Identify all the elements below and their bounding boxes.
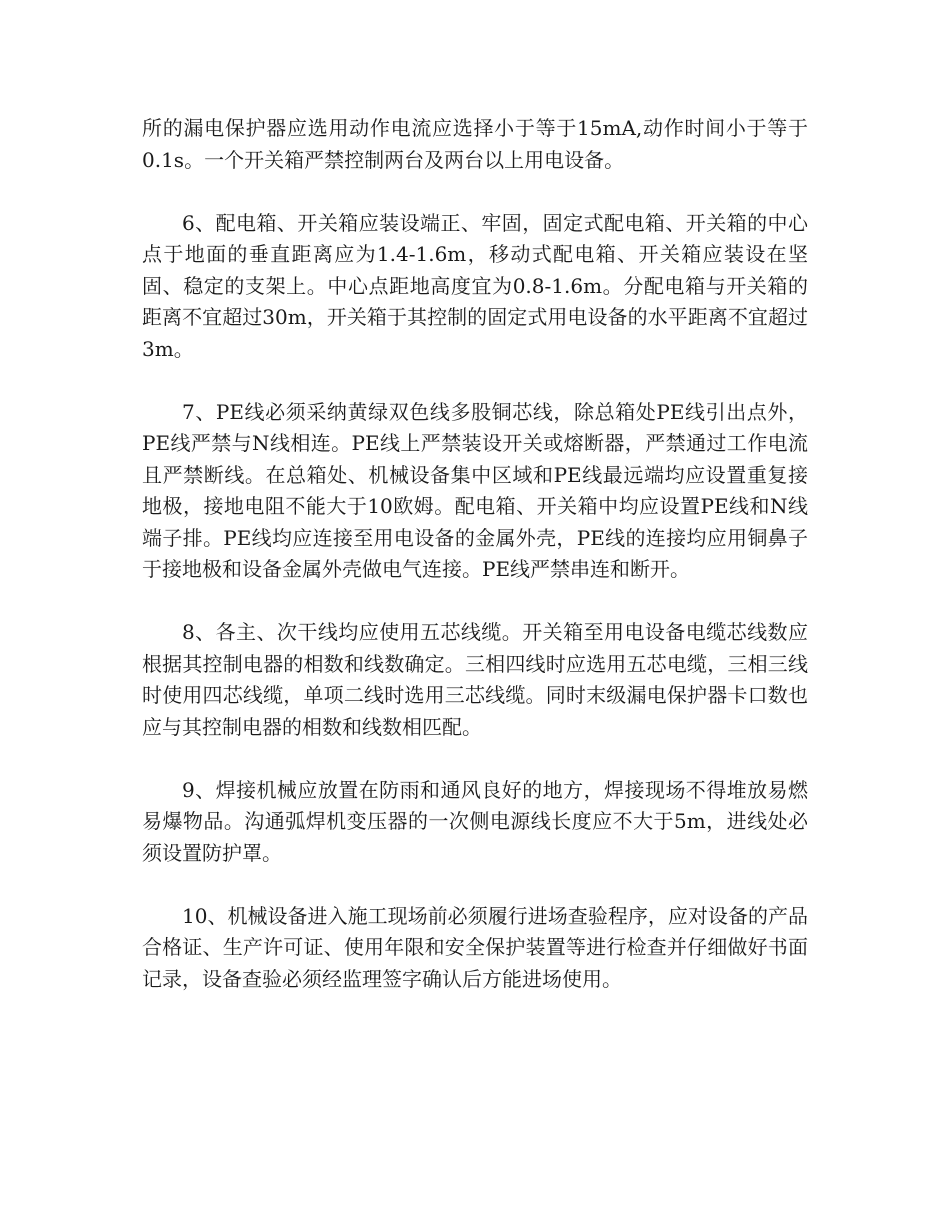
document-body <box>142 113 808 1027</box>
paragraph-item-10: 10、机械设备进入施工现场前必须履行进场查验程序，应对设备的产品合格证、生产许可证、使用年限和安全保护装置等进行检查并仔细做好书面记录，设备查验必须经监理签字确认后方能进场使用。 <box>142 903 808 991</box>
paragraph-item-8: 8、各主、次干线均应使用五芯线缆。开关箱至用电设备电缆芯线数应根据其控制电器的相数和线数确定。三相四线时应选用五芯电缆，三相三线时使用四芯线缆，单项二线时选用三芯线缆。同时末级漏电保护器卡口数也应与其控制电器的相数和线数相匹配。 <box>142 620 808 739</box>
paragraph-continuation: 所的漏电保护器应选用动作电流应选择小于等于15mA,动作时间小于等于0.1s。一个开关箱严禁控制两台及两台以上用电设备。 <box>142 116 808 172</box>
paragraph-item-7: 7、PE线必须采纳黄绿双色线多股铜芯线，除总箱处PE线引出点外，PE线严禁与N线相连。PE线上严禁装设开关或熔断器，严禁通过工作电流且严禁断线。在总箱处、机械设备集中区域和PE线最远端均应设置重复接地极，接地电阻不能大于10欧姆。配电箱、开关箱中均应设置PE线和N线端子排。PE线均应连接至用电设备的金属外壳，PE线的连接均应用铜鼻子于接地极和设备金属外壳做电气连接。PE线严禁串连和断开。 <box>142 399 808 581</box>
paragraph-item-9: 9、焊接机械应放置在防雨和通风良好的地方，焊接现场不得堆放易燃易爆物品。沟通弧焊机变压器的一次侧电源线长度应不大于5m，进线处必须设置防护罩。 <box>142 777 808 865</box>
paragraph-item-6: 6、配电箱、开关箱应装设端正、牢固，固定式配电箱、开关箱的中心点于地面的垂直距离应为1.4-1.6m，移动式配电箱、开关箱应装设在坚固、稳定的支架上。中心点距地高度宜为0.8-1.6m。分配电箱与开关箱的距离不宜超过30m，开关箱于其控制的固定式用电设备的水平距离不宜超过3m。 <box>142 210 808 361</box>
